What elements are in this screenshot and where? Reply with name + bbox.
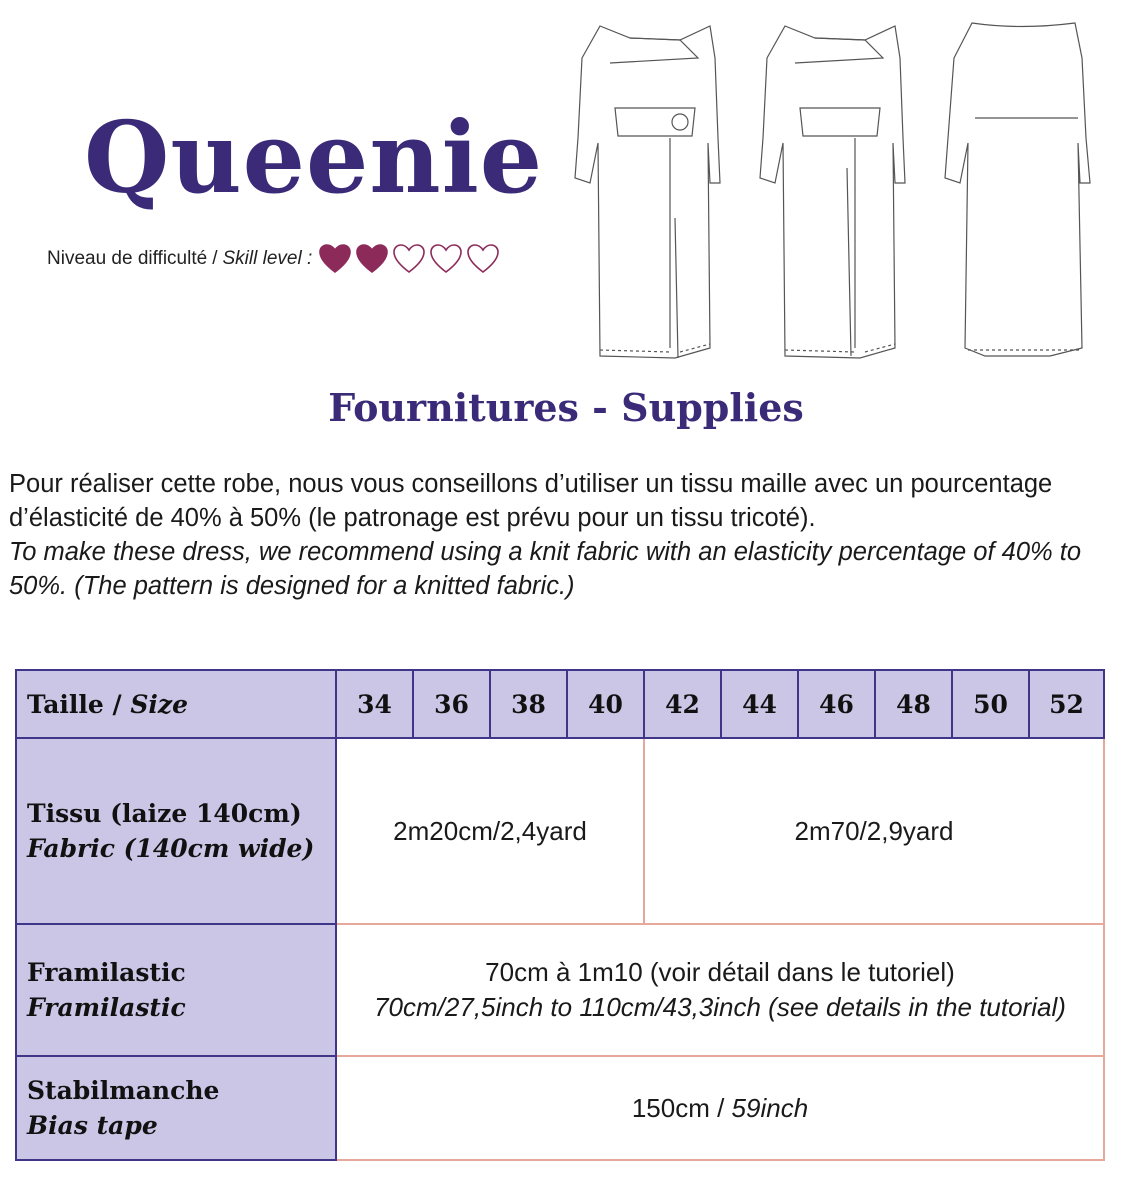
skill-separator: / — [212, 248, 218, 269]
bias-tape-value-fr: 150cm / — [631, 1092, 725, 1123]
heart-filled-icon — [355, 243, 389, 275]
skill-label-fr: Niveau de difficulté — [47, 248, 208, 269]
size-38: 38 — [490, 670, 567, 738]
size-header-label — [16, 670, 336, 738]
size-44: 44 — [721, 670, 798, 738]
size-50: 50 — [952, 670, 1029, 738]
elastic-value — [336, 924, 1104, 1056]
elastic-row — [16, 924, 1104, 1056]
heart-outline-icon — [429, 243, 463, 275]
fabric-label-fr: Tissu (laize 140cm) — [27, 799, 302, 828]
skill-level — [47, 243, 500, 275]
size-label-fr: Taille / — [27, 689, 122, 719]
fabric-row — [16, 738, 1104, 924]
bias-tape-label-en: Bias tape — [27, 1111, 158, 1140]
dress-front-sketch-1 — [575, 26, 720, 358]
bias-tape-row — [16, 1056, 1104, 1160]
dress-back-sketch — [945, 23, 1090, 356]
heart-outline-icon — [392, 243, 426, 275]
elastic-label — [16, 924, 336, 1056]
pattern-title: Queenie — [84, 101, 544, 216]
size-48: 48 — [875, 670, 952, 738]
bias-tape-value — [336, 1056, 1104, 1160]
size-34: 34 — [336, 670, 413, 738]
heart-filled-icon — [318, 243, 352, 275]
heart-outline-icon — [466, 243, 500, 275]
fabric-value-small-sizes: 2m20cm/2,4yard — [336, 738, 644, 924]
bias-tape-label-fr: Stabilmanche — [27, 1076, 220, 1105]
dress-front-sketch-2 — [760, 26, 905, 358]
skill-rating-hearts — [318, 243, 500, 275]
elastic-value-en: 70cm/27,5inch to 110cm/43,3inch (see details in the tutorial) — [374, 992, 1066, 1022]
intro-english: To make these dress, we recommend using a knit fabric with an elasticity percentage of 40% to 50%. (The pattern is designed for a knitted fabric.) — [9, 538, 1082, 600]
fabric-value-large-sizes: 2m70/2,9yard — [644, 738, 1104, 924]
size-36: 36 — [413, 670, 490, 738]
intro-french: Pour réaliser cette robe, nous vous conseillons d’utiliser un tissu maille avec un pourcentage d’élasticité de 40% à 50% (le patronage est prévu pour un tissu tricoté). — [9, 470, 1053, 532]
supplies-intro — [9, 467, 1124, 603]
bias-tape-value-en: 59inch — [731, 1092, 809, 1123]
dress-sketches — [570, 18, 1115, 363]
elastic-label-fr: Framilastic — [27, 958, 186, 987]
fabric-label — [16, 738, 336, 924]
size-header-row — [16, 670, 1104, 738]
supplies-title: Fournitures - Supplies — [328, 385, 804, 430]
skill-label-en: Skill level : — [222, 248, 313, 269]
size-46: 46 — [798, 670, 875, 738]
elastic-value-fr: 70cm à 1m10 (voir détail dans le tutoriel) — [485, 957, 955, 987]
size-label-en: Size — [130, 689, 189, 719]
fabric-label-en: Fabric (140cm wide) — [27, 834, 315, 863]
size-52: 52 — [1029, 670, 1104, 738]
size-40: 40 — [567, 670, 644, 738]
elastic-label-en: Framilastic — [27, 993, 186, 1022]
supplies-table — [15, 669, 1105, 1161]
bias-tape-label — [16, 1056, 336, 1160]
size-42: 42 — [644, 670, 721, 738]
